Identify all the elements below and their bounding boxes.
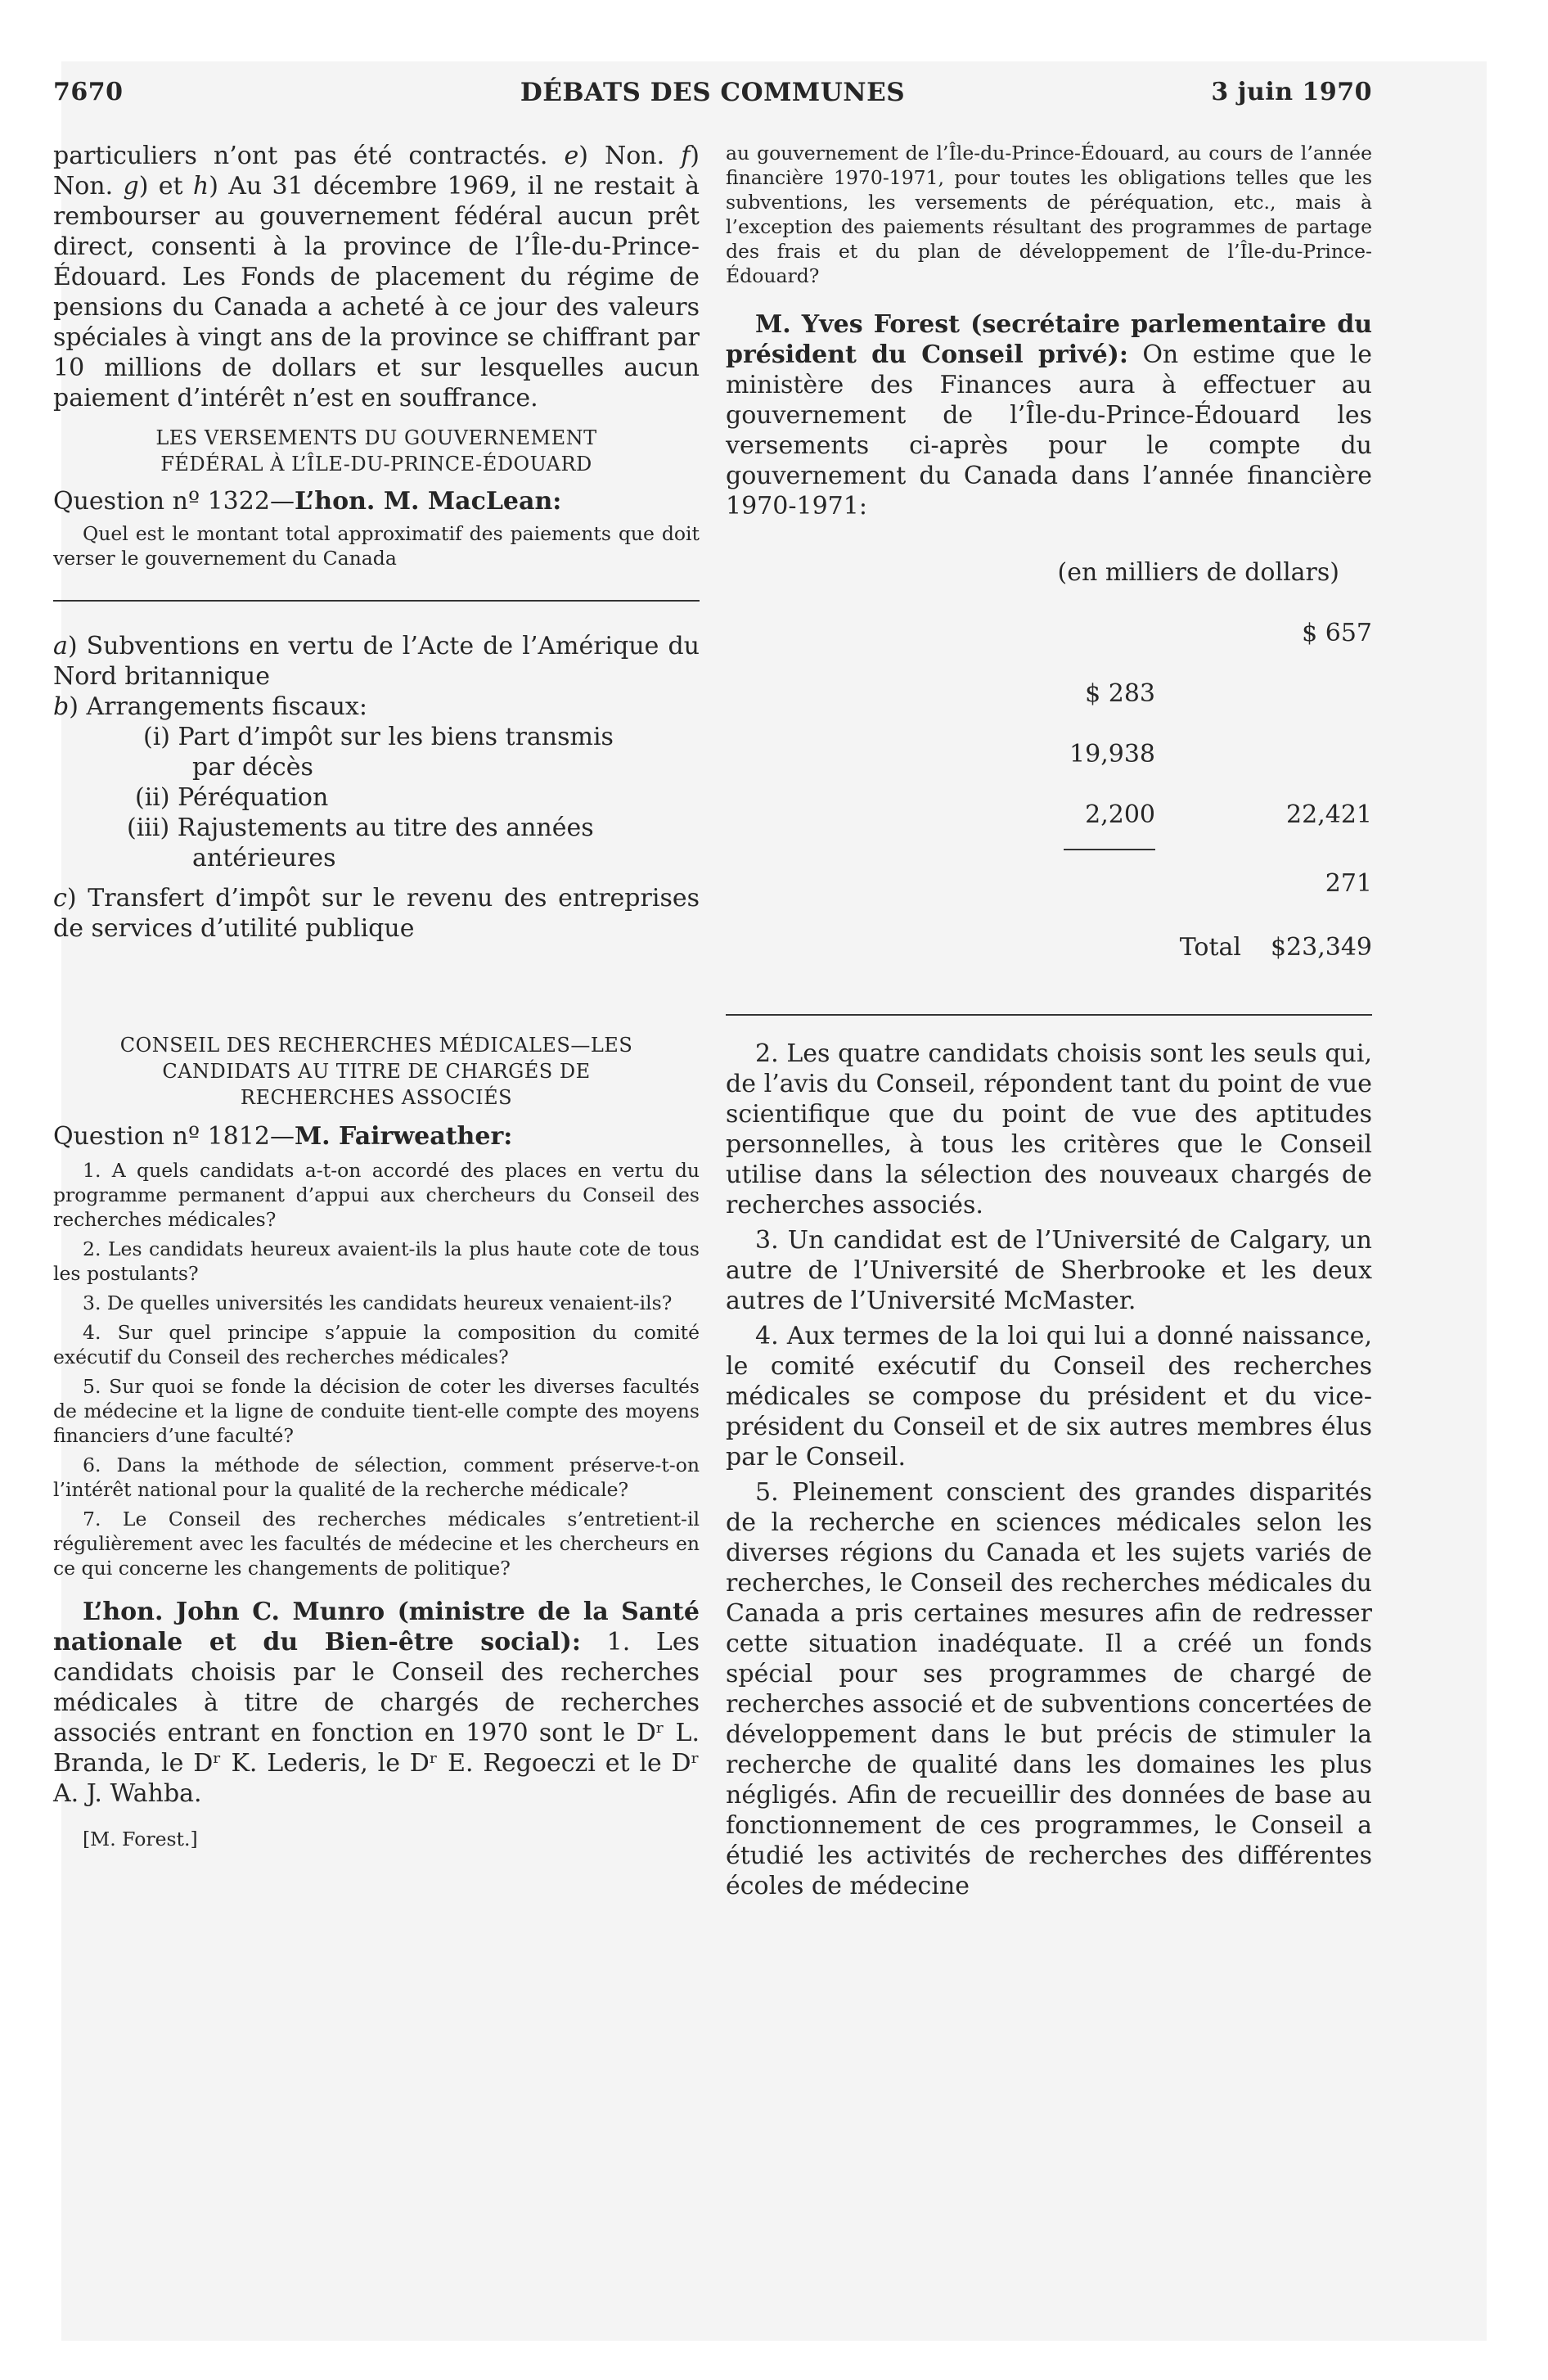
page-header xyxy=(53,78,1372,119)
table-caption: (en milliers de dollars) xyxy=(1057,558,1339,587)
list-item: 7. Le Conseil des recherches médicales s’entretient-il régulièrement avec les facultés de médecine et les chercheurs en ce qui concerne les changements de politique? xyxy=(53,1508,700,1580)
item-b-i: (i) Part d’impôt sur les biens transmis xyxy=(143,723,614,751)
item-c: c) Transfert d’impôt sur le revenu des entreprises de services d’utilité publique xyxy=(53,884,700,943)
paragraph: 3. Un candidat est de l’Université de Calgary, un autre de l’Université de Sherbrooke et les deux autres de l’Université McMaster. xyxy=(726,1226,1372,1315)
left-column xyxy=(53,141,700,1851)
list-item: 2. Les candidats heureux avaient-ils la plus haute cote de tous les postulants? xyxy=(53,1237,700,1285)
amount-b-i: $ 283 xyxy=(1085,679,1155,708)
page-title: DÉBATS DES COMMUNES xyxy=(520,78,906,107)
question-list xyxy=(53,1158,700,1580)
payments-amounts xyxy=(726,557,1372,1007)
total-value: $23,349 xyxy=(1270,933,1372,962)
page-date: 3 juin 1970 xyxy=(1211,78,1372,106)
question-1812: Question nº 1812—M. Fairweather: xyxy=(53,1122,513,1151)
page-number: 7670 xyxy=(53,78,124,106)
paragraph: 4. Aux termes de la loi qui lui a donné naissance, le comité exécutif du Conseil des recherches médicales se compose du président et du vice-président du Conseil et de six autres membres élus par le Conseil. xyxy=(726,1322,1372,1472)
question-1322-text: Quel est le montant total approximatif des paiements que doit verser le gouvernement du Canada xyxy=(53,522,700,570)
list-item: 5. Sur quoi se fonde la décision de coter les diverses facultés de médecine et la ligne de conduite tient-elle compte des moyens financiers d’une faculté? xyxy=(53,1375,700,1447)
amount-b-total: 22,421 xyxy=(1286,800,1372,829)
amount-c: 271 xyxy=(1325,869,1372,898)
amount-b-iii: 2,200 xyxy=(1085,800,1155,829)
list-item: 6. Dans la méthode de sélection, comment préserve-t-on l’intérêt national pour la qualité de la recherche médicale? xyxy=(53,1454,700,1501)
item-b: b) Arrangements fiscaux: xyxy=(53,692,367,721)
paragraph: 5. Pleinement conscient des grandes disparités de la recherche en sciences médicales selon les diverses régions du Canada et les sujets variés de recherches, le Conseil des recherches médicales du Canada a pris certaines mesures afin de redresser cette situation inadéquate. Il a créé un fonds spécial pour ses programmes de chargé de recherches associé et de subventions concertées de développement dans le but précis de stimuler la recherche de qualité dans les domaines les plus négligés. Afin de recueillir des données de base au fonctionnement de ces programmes, le Conseil a étudié les activités de recherches des différentes écoles de médecine xyxy=(726,1478,1372,1900)
list-item: 4. Sur quel principe s’appuie la composition du comité exécutif du Conseil des recherches médicales? xyxy=(53,1321,700,1368)
paragraph: 2. Les quatre candidats choisis sont les seuls qui, de l’avis du Conseil, répondent tant du point de vue scientifique que du point de vue des aptitudes personnelles, à tous les critères que le Conseil utilise dans la sélection des nouveaux chargés de recherches associés. xyxy=(726,1039,1372,1219)
amount-b-ii: 19,938 xyxy=(1069,740,1155,769)
intro-paragraph: particuliers n’ont pas été contractés. e) Non. f) Non. g) et h) Au 31 décembre 1969, il ne restait à rembourser au gouvernement fédéral aucun prêt direct, consenti à la province de l’Île-du-Prince-Édouard. Les Fonds de placement du régime de pensions du Canada a acheté à ce jour des valeurs spéciales à vingt ans de la province se chiffrant par 10 millions de dollars et sur lesquelles aucun paiement d’intérêt n’est en souffrance. xyxy=(53,142,700,412)
total-label: Total xyxy=(1179,933,1241,962)
right-column xyxy=(726,141,1372,1906)
section-heading-versements: LES VERSEMENTS DU GOUVERNEMENT FÉDÉRAL À L’ÎLE-DU-PRINCE-ÉDOUARD xyxy=(155,426,597,476)
list-item: 1. A quels candidats a-t-on accordé des places en vertu du programme permanent d’appui aux chercheurs du Conseil des recherches médicales? xyxy=(53,1159,700,1231)
question-1322: Question nº 1322—L’hon. M. MacLean: xyxy=(53,487,562,516)
section-heading-conseil: CONSEIL DES RECHERCHES MÉDICALES—LES CANDIDATS AU TITRE DE CHARGÉS DE RECHERCHES ASSOCIÉS xyxy=(119,1034,633,1109)
answer-munro: L’hon. John C. Munro (ministre de la Santé nationale et du Bien-être social): 1. Les candidats choisis par le Conseil des recherches médicales à titre de chargés de recherches associés entrant en fonction en 1970 sont le Dʳ L. Branda, le Dʳ K. Lederis, le Dʳ E. Regoeczi et le Dʳ A. J. Wahba. xyxy=(53,1598,700,1808)
list-item: 3. De quelles universités les candidats heureux venaient-ils? xyxy=(83,1291,673,1314)
subtotal-rule xyxy=(1064,849,1155,850)
item-a: a) Subventions en vertu de l’Acte de l’Amérique du Nord britannique xyxy=(53,632,700,691)
answer-forest: M. Yves Forest (secrétaire parlementaire du président du Conseil privé): On estime que le ministère des Finances aura à effectuer au gouvernement de l’Île-du-Prince-Édouard les versements ci-après pour le compte du gouvernement du Canada dans l’année financière 1970-1971: xyxy=(726,310,1372,521)
item-b-i-cont: par décès xyxy=(192,753,313,782)
footer-tag: [M. Forest.] xyxy=(83,1828,198,1850)
item-b-iii-cont: antérieures xyxy=(192,844,336,872)
amount-a: $ 657 xyxy=(1302,619,1372,647)
question-continuation: au gouvernement de l’Île-du-Prince-Édouard, au cours de l’année financière 1970-1971, pour toutes les obligations telles que les subventions, les versements de péréquation, etc., mais à l’exception des paiements résultant des programmes de partage des frais et du plan de développement de l’Île-du-Prince-Édouard? xyxy=(726,142,1372,287)
item-b-ii: (ii) Péréquation xyxy=(135,783,329,812)
item-b-iii: (iii) Rajustements au titre des années xyxy=(127,814,594,842)
payments-labels xyxy=(53,631,700,1016)
answer-paragraphs xyxy=(726,1039,1372,1901)
